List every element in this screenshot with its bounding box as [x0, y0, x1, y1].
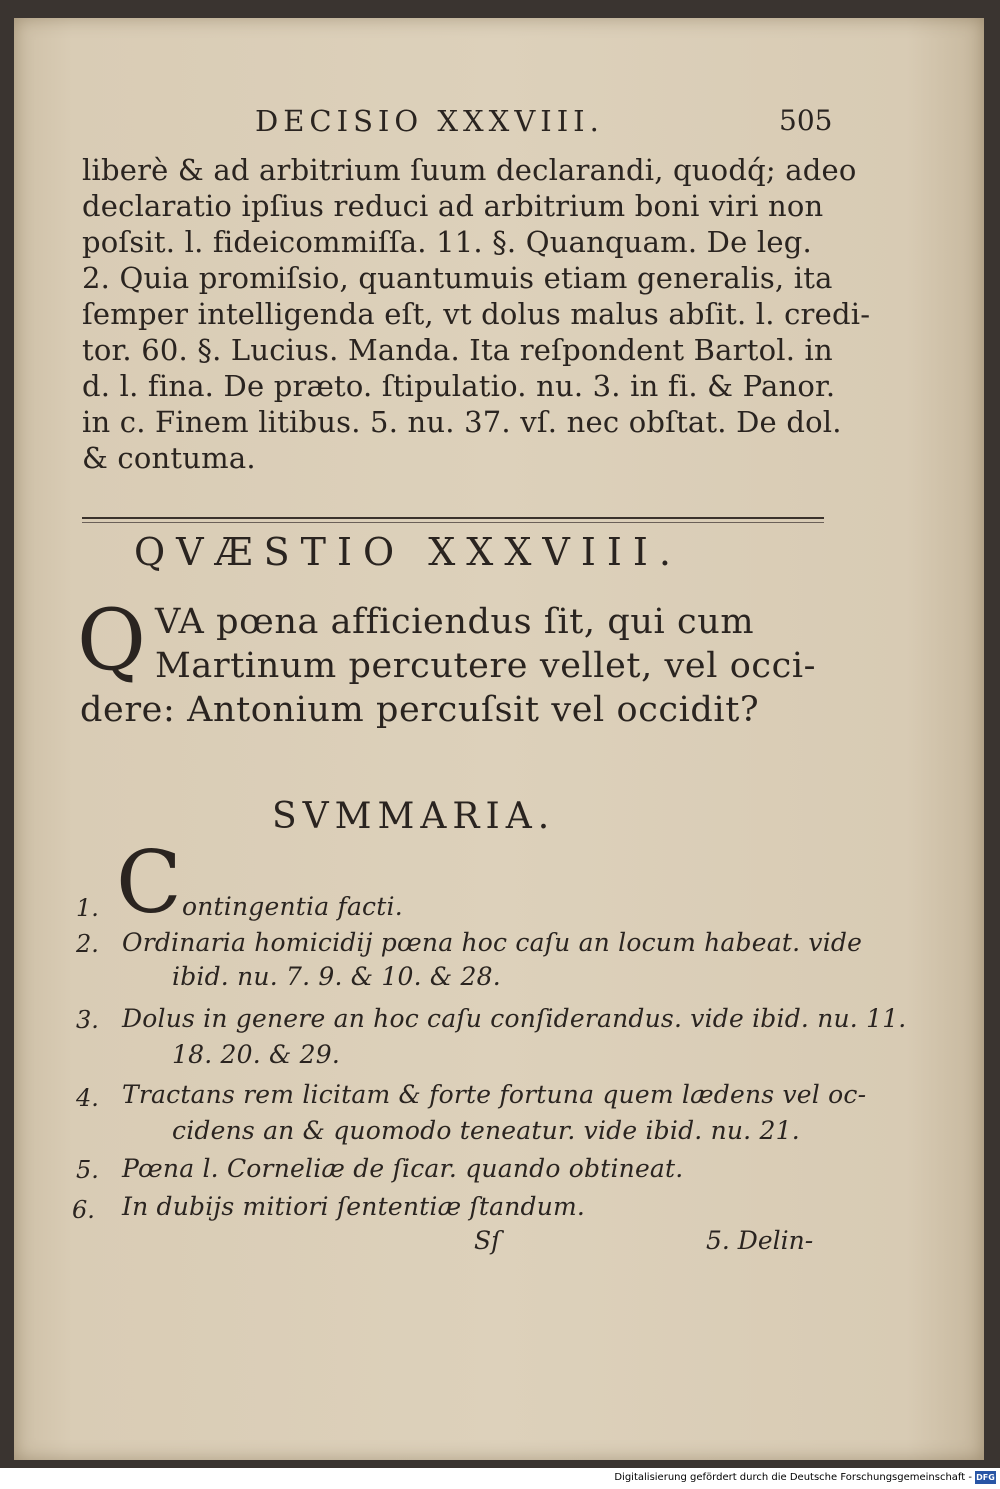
summary-item-number: 1. [76, 894, 99, 922]
body-line: 2. Quia promiſsio, quantumuis etiam generalis, ita [82, 261, 833, 295]
body-line: ſemper intelligenda eſt, vt dolus malus abſit. l. credi- [82, 297, 871, 331]
summary-drop-cap: C [116, 833, 182, 933]
question-line: VA pœna afficiendus ſit, qui cum [155, 602, 755, 642]
summary-item-text: Dolus in genere an hoc caſu conſiderandus. vide ibid. nu. 11. [122, 1004, 907, 1033]
summary-item-text: In dubijs mitiori ſententiæ ſtandum. [122, 1192, 586, 1221]
page-number: 505 [779, 104, 833, 137]
body-line: poſsit. l. fideicommiſſa. 11. §. Quanquam. De leg. [82, 225, 812, 259]
summary-item-text: Tractans rem licitam & forte fortuna quem lædens vel oc- [122, 1080, 867, 1109]
summary-item-text: Ordinaria homicidij pœna hoc caſu an locum habeat. vide [122, 928, 863, 957]
summary-item-number: 6. [72, 1196, 95, 1224]
question-line: dere: Antonium percuſsit vel occidit? [80, 690, 760, 730]
section-rule [82, 517, 824, 519]
summary-item-text: Pœna l. Corneliæ de ſicar. quando obtineat. [122, 1154, 684, 1183]
catchword: 5. Delin- [706, 1226, 814, 1255]
summary-item-number: 5. [76, 1156, 99, 1184]
footer-credit: Digitalisierung gefördert durch die Deutsche Forschungsgemeinschaft - [614, 1472, 972, 1483]
summary-item-text: ontingentia facti. [182, 892, 403, 921]
body-line: & contuma. [82, 441, 256, 475]
body-line: tor. 60. §. Lucius. Manda. Ita reſpondent Bartol. in [82, 333, 833, 367]
question-line: Martinum percutere vellet, vel occi- [155, 646, 817, 686]
summary-item-continuation: ibid. nu. 7. 9. & 10. & 28. [172, 962, 501, 991]
summary-item-number: 2. [76, 930, 99, 958]
signature-mark: Sſ [474, 1226, 501, 1255]
summary-item-number: 4. [76, 1084, 99, 1112]
summary-item-number: 3. [76, 1006, 99, 1034]
summaria-heading: SVMMARIA. [272, 796, 556, 837]
question-heading: QVÆSTIO XXXVIII. [134, 530, 682, 574]
summary-item-continuation: 18. 20. & 29. [172, 1040, 340, 1069]
body-line: liberè & ad arbitrium ſuum declarandi, quodq́; adeo [82, 153, 857, 187]
section-rule-thin [82, 522, 824, 523]
running-head: DECISIO XXXVIII. [255, 104, 604, 138]
summary-item-continuation: cidens an & quomodo teneatur. vide ibid. nu. 21. [172, 1116, 800, 1145]
body-line: declaratio ipſius reduci ad arbitrium boni viri non [82, 189, 824, 223]
body-line: in c. Finem litibus. 5. nu. 37. vſ. nec obſtat. De dol. [82, 405, 842, 439]
body-line: d. l. fina. De præto. ſtipulatio. nu. 3. in fi. & Panor. [82, 369, 836, 403]
dfg-logo-icon: DFG [976, 1473, 995, 1482]
question-drop-cap: Q [77, 591, 146, 689]
